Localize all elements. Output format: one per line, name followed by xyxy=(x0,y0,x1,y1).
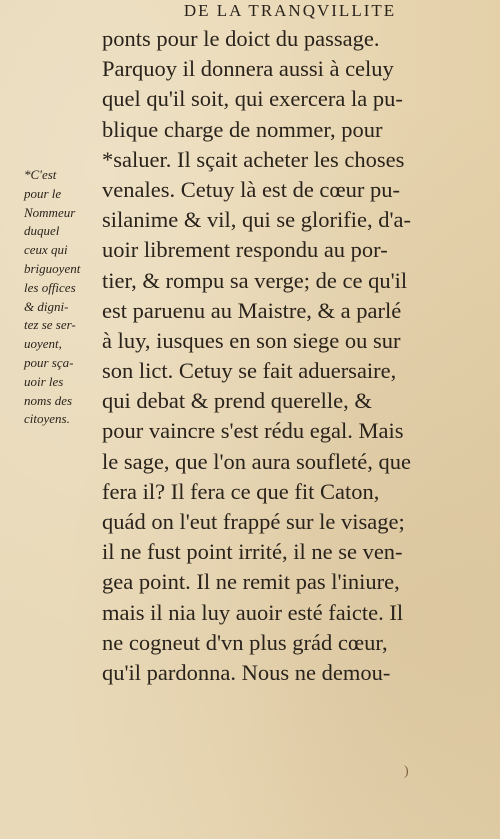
text-line: il ne fust point irrité, il ne se ven- xyxy=(102,539,403,565)
margin-note-line: pour le xyxy=(24,185,62,201)
text-line: le sage, que l'on aura soufleté, que xyxy=(102,448,411,474)
text-line: silanime & vil, qui se glorifie, d'a- xyxy=(102,207,411,233)
main-text-block xyxy=(102,24,454,688)
text-line: gea point. Il ne remit pas l'iniure, xyxy=(102,569,400,595)
margin-note-line: tez se ser- xyxy=(24,317,76,333)
text-line: quel qu'il soit, qui exercera la pu- xyxy=(102,86,403,112)
text-line: Parquoy il donnera aussi à celuy xyxy=(102,56,394,82)
text-line: ne cogneut d'vn plus grád cœur, xyxy=(102,629,388,655)
text-line: pour vaincre s'est rédu egal. Mais xyxy=(102,418,404,444)
text-line: est paruenu au Maistre, & a parlé xyxy=(102,297,402,323)
marginal-note xyxy=(24,166,102,429)
margin-note-line: pour sça- xyxy=(24,354,74,370)
text-line: uoir librement respondu au por- xyxy=(102,237,388,263)
text-line: ponts pour le doict du passage. xyxy=(102,26,380,51)
text-line: qu'il pardonna. Nous ne demou- xyxy=(102,659,391,685)
margin-note-line: noms des xyxy=(24,392,73,408)
text-line: quád on l'eut frappé sur le visage; xyxy=(102,509,405,534)
text-line: son lict. Cetuy se fait aduersaire, xyxy=(102,358,397,384)
text-line: à luy, iusques en son siege ou sur xyxy=(102,327,401,353)
text-line: venales. Cetuy là est de cœur pu- xyxy=(102,176,401,202)
margin-note-line: les offices xyxy=(24,279,76,295)
margin-note-line: Nommeur xyxy=(24,204,76,220)
text-line: mais il nia luy auoir esté faicte. Il xyxy=(102,599,404,625)
margin-note-line: uoir les xyxy=(24,373,64,389)
margin-note-line: ceux qui xyxy=(24,242,68,258)
text-line: *saluer. Il sçait acheter les choses xyxy=(102,146,405,172)
margin-note-line: citoyens. xyxy=(24,411,70,427)
running-head: DE LA TRANQVILLITE xyxy=(183,1,397,20)
margin-note-line: & digni- xyxy=(24,298,69,314)
page-ornament: ) xyxy=(404,764,409,779)
text-line: fera il? Il fera ce que fit Caton, xyxy=(102,478,380,504)
margin-note-line: duquel xyxy=(24,223,60,239)
text-line: blique charge de nommer, pour xyxy=(102,116,383,142)
margin-note-line: uoyent, xyxy=(24,336,62,352)
margin-note-line: *C'est xyxy=(24,167,57,182)
text-line: tier, & rompu sa verge; de ce qu'il xyxy=(102,267,408,293)
margin-note-line: briguoyent xyxy=(24,260,81,276)
text-line: qui debat & prend querelle, & xyxy=(102,388,372,414)
